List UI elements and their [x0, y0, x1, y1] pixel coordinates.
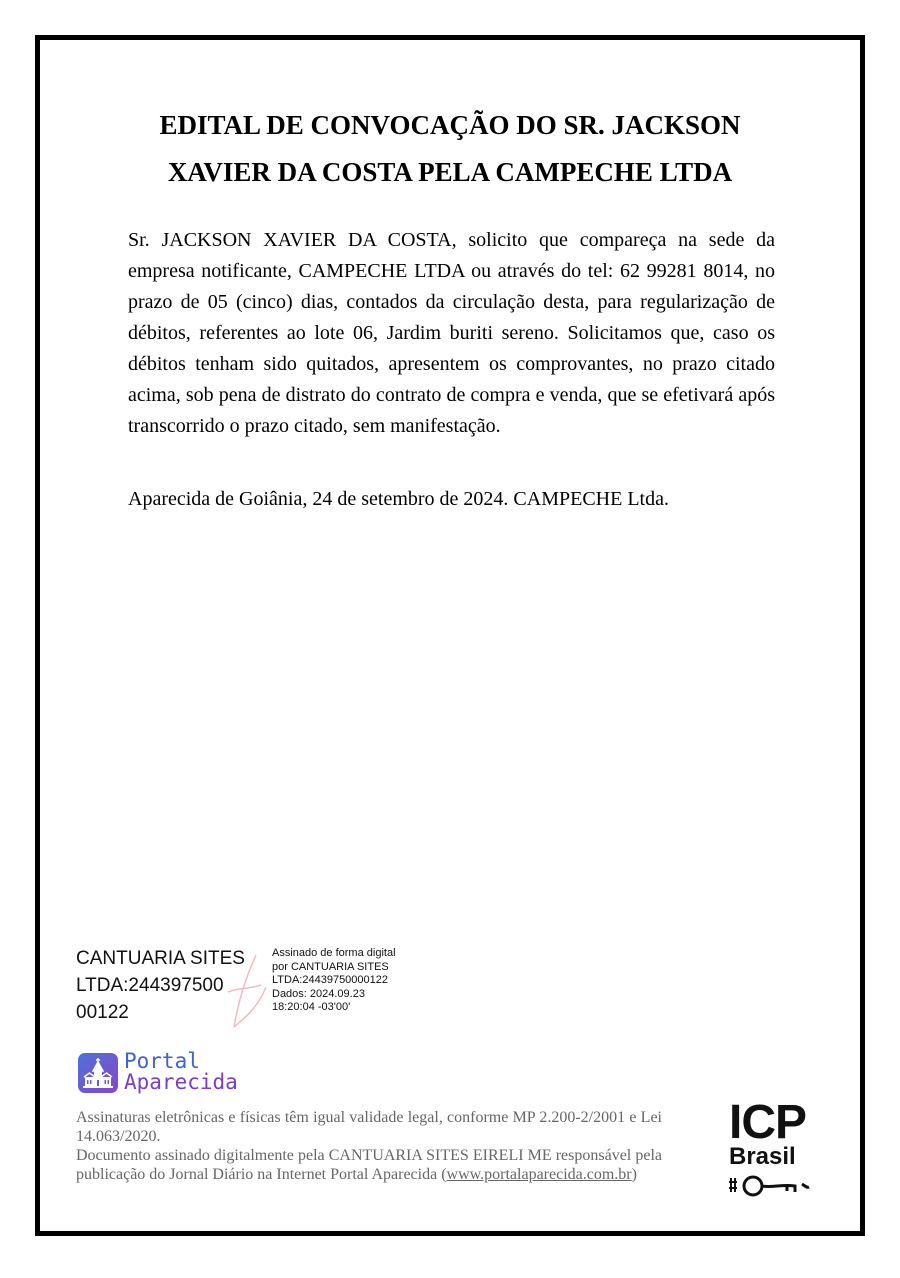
footer-link-open: ( [441, 1166, 447, 1183]
footer-link-close: ) [631, 1166, 637, 1183]
signature-detail-line: por CANTUARIA SITES [272, 960, 389, 973]
portal-website-link[interactable]: www.portalaparecida.com.br [446, 1166, 632, 1183]
signer-name-line-1: CANTUARIA SITES [76, 948, 245, 969]
signature-detail-line: Dados: 2024.09.23 [272, 987, 365, 1000]
document-body [128, 225, 775, 442]
church-icon [78, 1053, 118, 1093]
body-paragraph: Sr. JACKSON XAVIER DA COSTA, solicito que compareça na sede da empresa notificante, CAMPECHE LTDA ou através do tel: 62 99281 8014, no prazo de 05 (cinco) dias, contados da circulação desta, para regularização de débitos, referentes ao lote 06, Jardim buriti sereno. Solicitamos que, caso os débitos tenham sido quitados, apresentem os comprovantes, no prazo citado acima, sob pena de distrato do contrato de compra e venda, que se efetivará após transcorrido o prazo citado, sem manifestação. [128, 229, 775, 437]
title-line-1: EDITAL DE CONVOCAÇÃO DO SR. JACKSON [159, 110, 741, 140]
icp-logo-brasil-text: Brasil [729, 1143, 796, 1170]
footer-validity-note: Assinaturas eletrônicas e físicas têm igual validade legal, conforme MP 2.200-2/2001 e Lei 14.063/2020. [76, 1109, 662, 1145]
portal-logo-word-1: Portal [124, 1049, 200, 1073]
portal-logo-word-2: Aparecida [124, 1070, 238, 1094]
signer-name-line-2: LTDA:244397500 [76, 975, 224, 996]
document-page [35, 35, 865, 1236]
document-title [40, 102, 860, 196]
signer-name-line-3: 00122 [76, 1002, 129, 1023]
legal-footer [76, 1108, 662, 1184]
footer-publisher-note: Documento assinado digitalmente pela CANTUARIA SITES EIRELI ME responsável pela publicação do Jornal Diário na Internet Portal Aparecida (www.portalaparecida.com.br) [76, 1147, 662, 1183]
portal-aparecida-logo [78, 1050, 278, 1102]
icp-brasil-logo [723, 1096, 823, 1210]
closing-line: Aparecida de Goiânia, 24 de setembro de 2024. CAMPECHE Ltda. [128, 488, 669, 510]
signature-scribble-icon [216, 947, 276, 1037]
signature-detail-line: 18:20:04 -03'00' [272, 1001, 351, 1013]
signature-detail-line: LTDA:24439750000122 [272, 974, 389, 986]
key-icon [727, 1174, 817, 1202]
icp-logo-text: ICP [729, 1096, 807, 1149]
title-line-2: XAVIER DA COSTA PELA CAMPECHE LTDA [167, 157, 733, 187]
signature-details [272, 947, 432, 1015]
digital-signature-block [76, 945, 416, 1045]
signature-detail-line: Assinado de forma digital [272, 947, 396, 959]
